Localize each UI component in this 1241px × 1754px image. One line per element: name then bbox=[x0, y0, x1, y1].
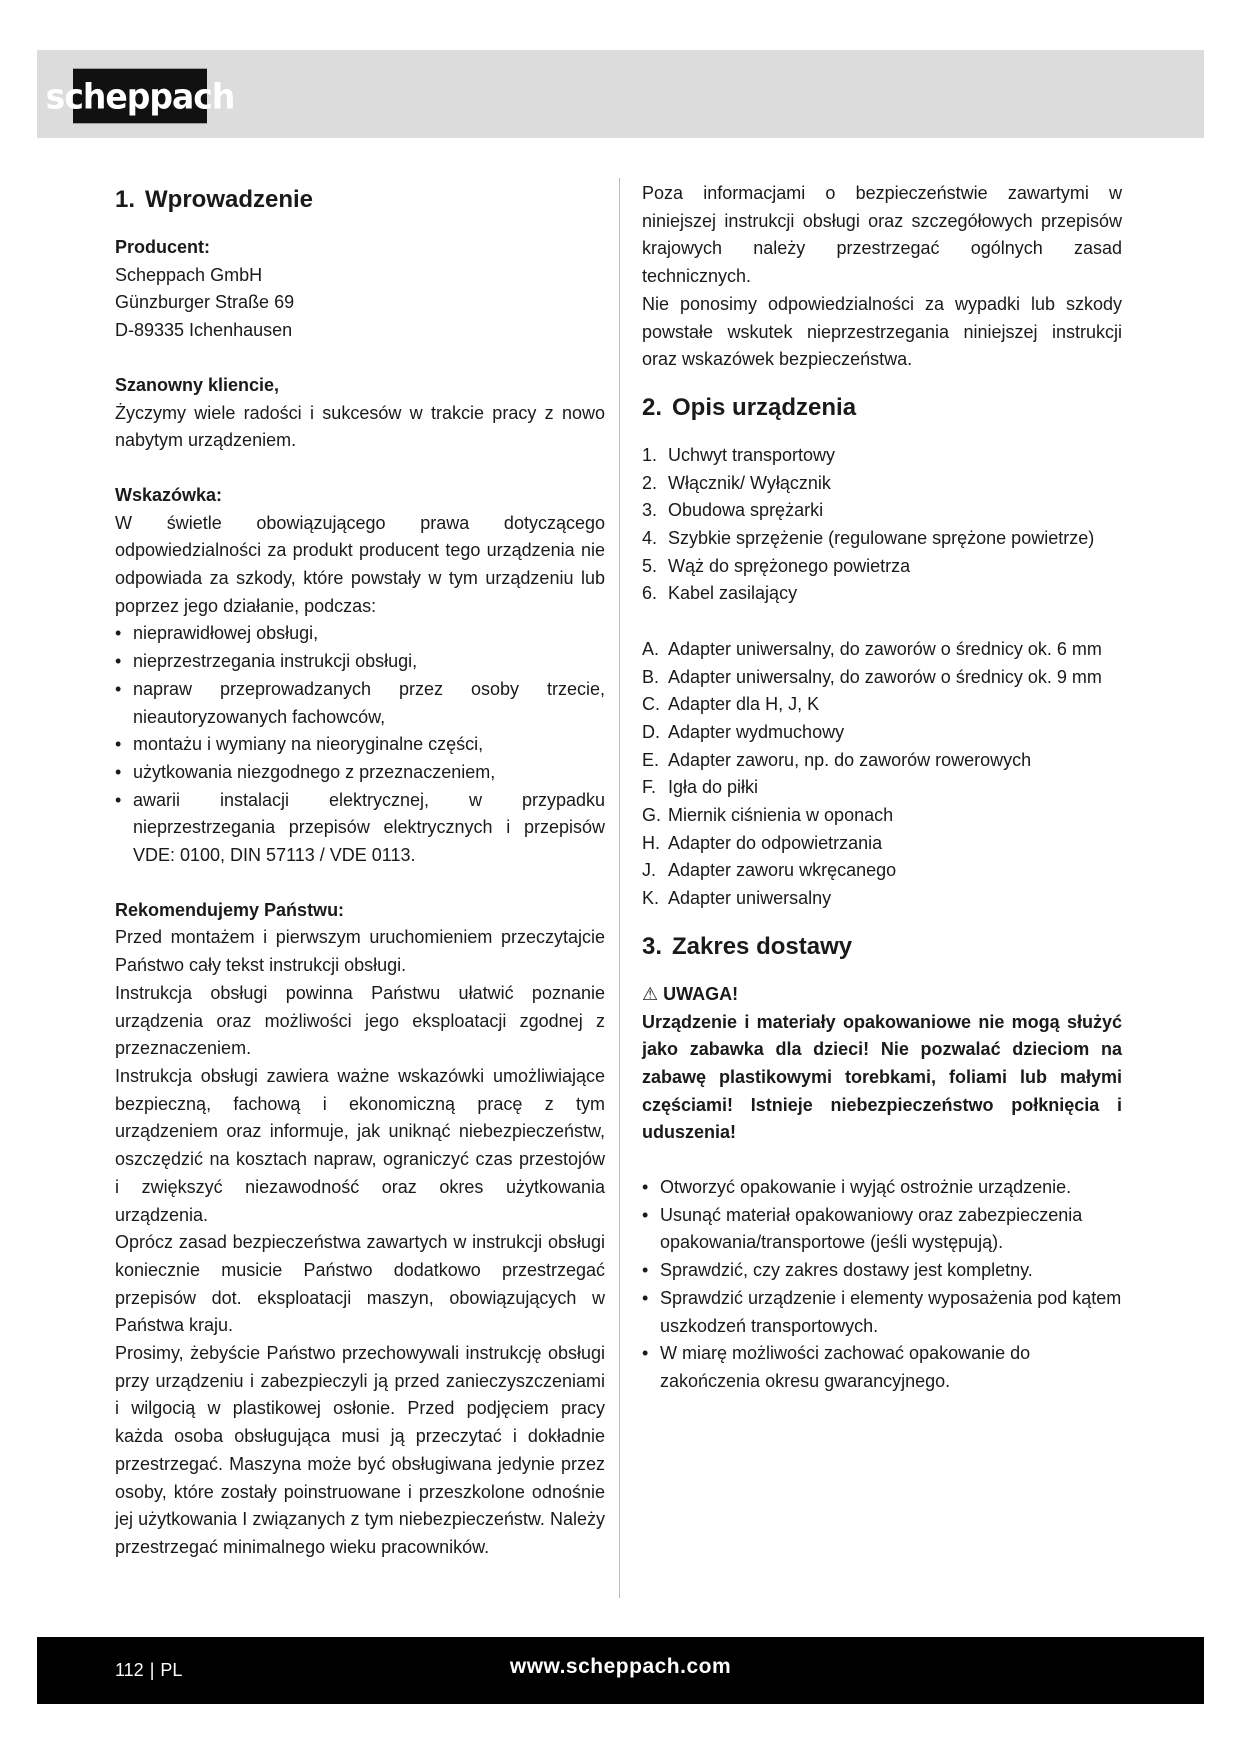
list-item: C. Adapter dla H, J, K bbox=[642, 694, 820, 715]
producer-line: Günzburger Straße 69 bbox=[115, 292, 295, 313]
producer-line: D-89335 Ichenhausen bbox=[115, 320, 293, 341]
warning-label: ⚠ UWAGA! bbox=[642, 983, 739, 1004]
list-item: • montażu i wymiany na nieoryginalne części, bbox=[115, 731, 605, 759]
page-number: 112 | PL bbox=[115, 1660, 183, 1680]
list-item: 1. Uchwyt transportowy bbox=[642, 444, 836, 465]
section-title-description: 2. Opis urządzenia bbox=[642, 393, 857, 421]
list-item: H. Adapter do odpowietrzania bbox=[642, 832, 883, 853]
list-item: 2. Włącznik/ Wyłącznik bbox=[642, 472, 831, 493]
list-item: • Sprawdzić urządzenie i elementy wyposażenia pod kątem uszkodzeń transportowych. bbox=[642, 1285, 1122, 1340]
list-item: • Sprawdzić, czy zakres dostawy jest kompletny. bbox=[642, 1257, 1122, 1285]
recommend-paragraph: Prosimy, żebyście Państwo przechowywali instrukcję obsługi przy urządzeniu i zabezpieczyli ją przed zanieczyszczeniami i wilgocią w plastikowej osłonie. Przed podjęciem pracy każda osoba obsługująca musi ją przeczytać i dokładnie przestrzegać. Maszyna może być obsługiwana jedynie przez osoby, które zostały poinstruowane i przeszkolone odnośnie jej użytkowania I związanych z tym niebezpieczeństw. Należy przestrzegać minimalnego wieku pracowników. bbox=[115, 1343, 605, 1557]
recommend-label: Rekomendujemy Państwu: bbox=[115, 899, 345, 920]
list-item: • awarii instalacji elektrycznej, w przypadku nieprzestrzegania przepisów elektrycznych i przepisów VDE: 0100, DIN 57113 / VDE 0113. bbox=[115, 787, 605, 870]
note-text: W świetle obowiązującego prawa dotyczącego odpowiedzialności za produkt producent tego urządzenia nie odpowiada za szkody, które powstały w tym urządzeniu lub poprzez jego działanie, podczas: bbox=[115, 512, 605, 616]
safety-paragraph: Nie ponosimy odpowiedzialności za wypadki lub szkody powstałe wskutek nieprzestrzegania niniejszej instrukcji oraz wskazówek bezpieczeństwa. bbox=[642, 293, 1122, 370]
safety-paragraph: Poza informacjami o bezpieczeństwie zawartymi w niniejszej instrukcji obsługi oraz szczegółowych przepisów krajowych należy przestrzegać ogólnych zasad technicznych. bbox=[642, 183, 1122, 287]
recommend-paragraph: Instrukcja obsługi zawiera ważne wskazówki umożliwiające bezpieczną, fachową i ekonomiczną pracę z tym urządzeniem oraz informuje, jak uniknąć niebezpieczeństw, oszczędzić na kosztach napraw, ograniczyć czas przestojów i zwiększyć niezawodność oraz okres użytkowania urządzenia. bbox=[115, 1065, 605, 1225]
producer-label: Producent: bbox=[115, 237, 211, 257]
list-item: • W miarę możliwości zachować opakowanie do zakończenia okresu gwarancyjnego. bbox=[642, 1340, 1122, 1395]
list-item: K. Adapter uniwersalny bbox=[642, 888, 832, 909]
page-header bbox=[37, 50, 1204, 138]
list-item: J. Adapter zaworu wkręcanego bbox=[642, 860, 897, 881]
right-column bbox=[642, 180, 1122, 1396]
list-item: A. Adapter uniwersalny, do zaworów o średnicy ok. 6 mm bbox=[642, 638, 1102, 659]
website-link[interactable]: www.scheppach.com bbox=[509, 1655, 732, 1678]
dear-customer-text: Życzymy wiele radości i sukcesów w trakcie pracy z nowo nabytym urządzeniem. bbox=[115, 402, 605, 451]
warning-text: Urządzenie i materiały opakowaniowe nie mogą służyć jako zabawka dla dzieci! Nie pozwalać dzieciom na zabawę plastikowymi torebkami, foliami lub małymi częściami! Istnieje niebezpieczeństwo połknięcia i uduszenia! bbox=[642, 1011, 1122, 1143]
delivery-bullet-list bbox=[642, 1174, 1122, 1396]
note-bullet-list bbox=[115, 620, 605, 869]
section-title-introduction: 1. Wprowadzenie bbox=[115, 186, 314, 213]
list-item: B. Adapter uniwersalny, do zaworów o średnicy ok. 9 mm bbox=[642, 666, 1102, 687]
column-divider bbox=[619, 178, 620, 1598]
list-item: 6. Kabel zasilający bbox=[642, 583, 798, 604]
list-item: • Usunąć materiał opakowaniowy oraz zabezpieczenia opakowania/transportowe (jeśli występują). bbox=[642, 1202, 1122, 1257]
recommend-paragraph: Oprócz zasad bezpieczeństwa zawartych w instrukcji obsługi koniecznie musicie Państwo dodatkowo przestrzegać przepisów dot. eksploatacji maszyn, obowiązujących w Państwa kraju. bbox=[115, 1232, 605, 1336]
warning-triangle-icon: ⚠ bbox=[642, 983, 659, 1004]
list-item: F. Igła do piłki bbox=[642, 777, 759, 798]
list-item: • użytkowania niezgodnego z przeznaczeniem, bbox=[115, 759, 605, 787]
list-item: G. Miernik ciśnienia w oponach bbox=[642, 805, 894, 826]
list-item: E. Adapter zaworu, np. do zaworów rowerowych bbox=[642, 749, 1032, 770]
dear-customer-label: Szanowny kliencie, bbox=[115, 374, 280, 395]
list-item: D. Adapter wydmuchowy bbox=[642, 721, 845, 742]
list-item: • nieprzestrzegania instrukcji obsługi, bbox=[115, 648, 605, 676]
left-column bbox=[115, 180, 605, 1562]
list-item: • nieprawidłowej obsługi, bbox=[115, 620, 605, 648]
section-title-delivery: 3. Zakres dostawy bbox=[642, 932, 853, 960]
recommend-paragraph: Przed montażem i pierwszym uruchomieniem przeczytajcie Państwo cały tekst instrukcji obsługi. bbox=[115, 927, 605, 976]
list-item: 3. Obudowa sprężarki bbox=[642, 500, 824, 521]
list-item: 4. Szybkie sprzężenie (regulowane sprężone powietrze) bbox=[642, 528, 1095, 549]
producer-line: Scheppach GmbH bbox=[115, 264, 263, 285]
list-item: • napraw przeprowadzanych przez osoby trzecie, nieautoryzowanych fachowców, bbox=[115, 676, 605, 731]
list-item: 5. Wąż do sprężonego powietrza bbox=[642, 555, 911, 576]
recommend-paragraph: Instrukcja obsługi powinna Państwu ułatwić poznanie urządzenia oraz możliwości jego eksploatacji zgodnej z przeznaczeniem. bbox=[115, 982, 605, 1059]
parts-list bbox=[642, 442, 1122, 608]
note-label: Wskazówka: bbox=[115, 484, 223, 505]
adapters-list bbox=[642, 636, 1122, 913]
page-footer bbox=[37, 1637, 1204, 1704]
list-item: • Otworzyć opakowanie i wyjąć ostrożnie urządzenie. bbox=[642, 1174, 1122, 1202]
scheppach-logo: scheppach bbox=[73, 69, 207, 124]
